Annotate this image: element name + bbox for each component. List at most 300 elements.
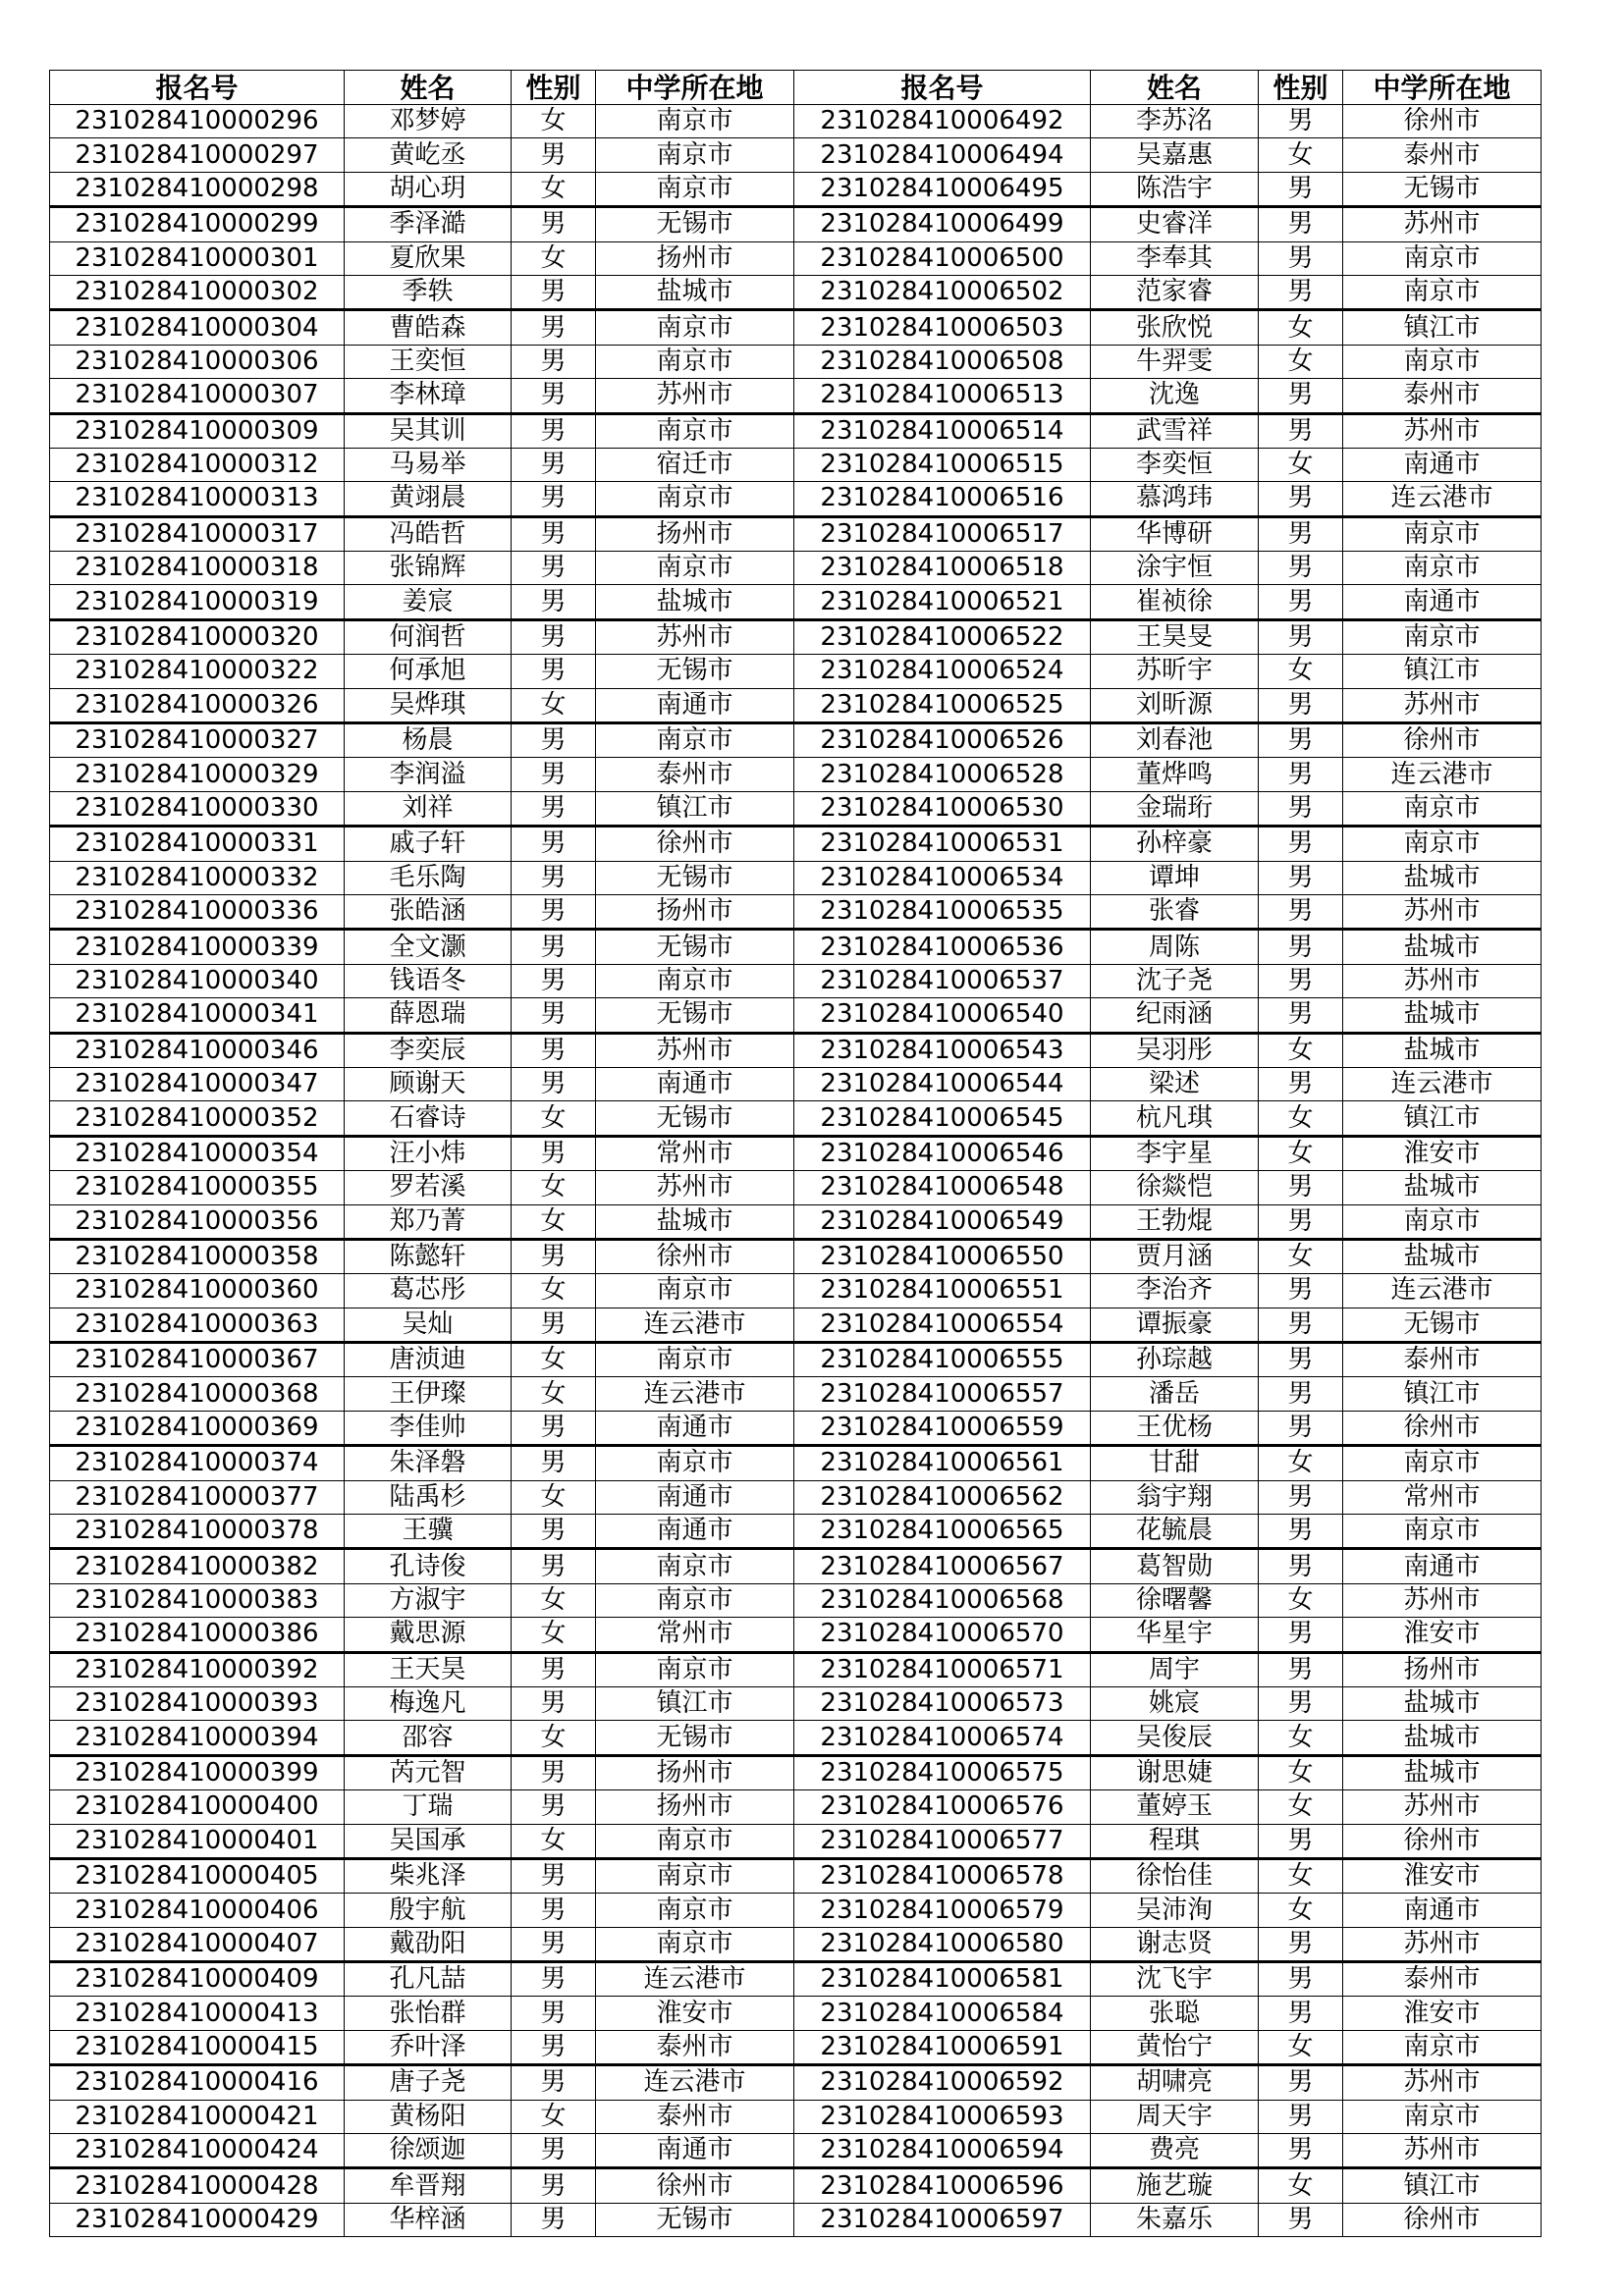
- cell-gender: 男: [1259, 1067, 1343, 1100]
- cell-name: 花毓晨: [1091, 1515, 1259, 1549]
- cell-registration-number: 231028410006522: [794, 619, 1091, 654]
- cell-gender: 女: [512, 105, 596, 138]
- cell-registration-number: 231028410006596: [794, 2168, 1091, 2203]
- cell-registration-number: 231028410000421: [50, 2100, 345, 2133]
- cell-school-location: 徐州市: [1343, 723, 1542, 758]
- cell-gender: 女: [1259, 1101, 1343, 1136]
- cell-name: 芮元智: [345, 1755, 512, 1789]
- table-row: [50, 1755, 1542, 1789]
- cell-school-location: 苏州市: [596, 1171, 794, 1204]
- cell-school-location: 盐城市: [596, 585, 794, 619]
- cell-school-location: 宿迁市: [596, 448, 794, 481]
- cell-gender: 男: [512, 861, 596, 894]
- cell-name: 吴沛洵: [1091, 1894, 1259, 1927]
- table-row: [50, 138, 1542, 172]
- cell-registration-number: 231028410006508: [794, 345, 1091, 378]
- cell-name: 程琪: [1091, 1824, 1259, 1858]
- table-row: [50, 1549, 1542, 1583]
- cell-gender: 男: [512, 791, 596, 826]
- cell-name: 王伊璨: [345, 1377, 512, 1411]
- cell-registration-number: 231028410006518: [794, 552, 1091, 585]
- cell-school-location: 无锡市: [596, 2203, 794, 2236]
- cell-gender: 男: [1259, 1515, 1343, 1549]
- cell-registration-number: 231028410000336: [50, 894, 345, 929]
- cell-name: 潘岳: [1091, 1377, 1259, 1411]
- cell-gender: 女: [512, 688, 596, 722]
- cell-registration-number: 231028410006565: [794, 1515, 1091, 1549]
- cell-gender: 女: [512, 172, 596, 206]
- cell-registration-number: 231028410006525: [794, 688, 1091, 722]
- cell-school-location: 南通市: [596, 688, 794, 722]
- table-row: [50, 413, 1542, 448]
- cell-gender: 女: [512, 1171, 596, 1204]
- cell-gender: 男: [512, 1790, 596, 1824]
- cell-gender: 男: [512, 2134, 596, 2168]
- cell-registration-number: 231028410000341: [50, 998, 345, 1033]
- cell-gender: 男: [1259, 930, 1343, 964]
- cell-name: 张欣悦: [1091, 310, 1259, 345]
- cell-registration-number: 231028410000326: [50, 688, 345, 722]
- cell-registration-number: 231028410006499: [794, 207, 1091, 241]
- cell-name: 徐颂迦: [345, 2134, 512, 2168]
- cell-registration-number: 231028410000331: [50, 827, 345, 861]
- cell-name: 石睿诗: [345, 1101, 512, 1136]
- cell-gender: 男: [1259, 552, 1343, 585]
- cell-registration-number: 231028410006554: [794, 1308, 1091, 1342]
- cell-name: 范家睿: [1091, 275, 1259, 309]
- cell-gender: 男: [512, 1755, 596, 1789]
- cell-gender: 男: [1259, 688, 1343, 722]
- cell-gender: 女: [512, 1618, 596, 1652]
- cell-school-location: 苏州市: [1343, 1790, 1542, 1824]
- cell-name: 王优杨: [1091, 1411, 1259, 1445]
- cell-school-location: 盐城市: [596, 1204, 794, 1239]
- table-row: [50, 379, 1542, 413]
- cell-gender: 男: [512, 1686, 596, 1720]
- cell-name: 董烨鸣: [1091, 758, 1259, 791]
- cell-gender: 男: [512, 379, 596, 413]
- cell-registration-number: 231028410006593: [794, 2100, 1091, 2133]
- cell-gender: 男: [512, 894, 596, 929]
- cell-registration-number: 231028410000363: [50, 1308, 345, 1342]
- cell-registration-number: 231028410000382: [50, 1549, 345, 1583]
- cell-name: 王骥: [345, 1515, 512, 1549]
- table-row: [50, 1377, 1542, 1411]
- table-row: [50, 861, 1542, 894]
- cell-school-location: 南京市: [596, 964, 794, 997]
- cell-school-location: 苏州市: [1343, 894, 1542, 929]
- table-row: [50, 310, 1542, 345]
- cell-school-location: 泰州市: [596, 758, 794, 791]
- cell-gender: 女: [1259, 138, 1343, 172]
- cell-registration-number: 231028410006561: [794, 1446, 1091, 1480]
- cell-gender: 男: [1259, 275, 1343, 309]
- cell-gender: 男: [512, 758, 596, 791]
- cell-school-location: 扬州市: [596, 241, 794, 275]
- cell-school-location: 常州市: [596, 1618, 794, 1652]
- table-row: [50, 894, 1542, 929]
- cell-name: 翁宇翔: [1091, 1480, 1259, 1514]
- cell-name: 胡心玥: [345, 172, 512, 206]
- cell-school-location: 盐城市: [596, 275, 794, 309]
- cell-name: 李润溢: [345, 758, 512, 791]
- cell-gender: 男: [512, 275, 596, 309]
- cell-registration-number: 231028410000393: [50, 1686, 345, 1720]
- cell-registration-number: 231028410006528: [794, 758, 1091, 791]
- table-row: [50, 1824, 1542, 1858]
- cell-registration-number: 231028410006567: [794, 1549, 1091, 1583]
- cell-gender: 男: [1259, 861, 1343, 894]
- cell-registration-number: 231028410000347: [50, 1067, 345, 1100]
- cell-registration-number: 231028410000299: [50, 207, 345, 241]
- cell-gender: 男: [512, 723, 596, 758]
- cell-school-location: 淮安市: [1343, 1618, 1542, 1652]
- cell-name: 吴其训: [345, 413, 512, 448]
- cell-school-location: 无锡市: [596, 930, 794, 964]
- cell-school-location: 无锡市: [596, 1721, 794, 1755]
- cell-gender: 男: [512, 619, 596, 654]
- cell-gender: 男: [1259, 723, 1343, 758]
- table-row: [50, 758, 1542, 791]
- cell-gender: 男: [512, 516, 596, 551]
- cell-school-location: 南京市: [1343, 1446, 1542, 1480]
- cell-name: 陆禹杉: [345, 1480, 512, 1514]
- cell-school-location: 镇江市: [1343, 655, 1542, 688]
- cell-gender: 男: [512, 2168, 596, 2203]
- cell-name: 周陈: [1091, 930, 1259, 964]
- cell-school-location: 连云港市: [596, 1377, 794, 1411]
- admission-list-table: [49, 70, 1542, 2237]
- cell-name: 王昊旻: [1091, 619, 1259, 654]
- cell-school-location: 南京市: [596, 1446, 794, 1480]
- cell-registration-number: 231028410006577: [794, 1824, 1091, 1858]
- cell-gender: 女: [512, 1204, 596, 1239]
- cell-school-location: 无锡市: [596, 998, 794, 1033]
- cell-name: 谢志贤: [1091, 1927, 1259, 1961]
- table-row: [50, 1033, 1542, 1067]
- cell-school-location: 扬州市: [596, 894, 794, 929]
- cell-registration-number: 231028410006578: [794, 1858, 1091, 1893]
- cell-name: 华梓涵: [345, 2203, 512, 2236]
- cell-school-location: 南通市: [1343, 1549, 1542, 1583]
- cell-school-location: 南京市: [1343, 552, 1542, 585]
- cell-name: 钱语冬: [345, 964, 512, 997]
- cell-name: 邵容: [345, 1721, 512, 1755]
- cell-name: 涂宇恒: [1091, 552, 1259, 585]
- cell-gender: 男: [1259, 379, 1343, 413]
- cell-name: 李奕辰: [345, 1033, 512, 1067]
- cell-registration-number: 231028410000367: [50, 1343, 345, 1377]
- cell-registration-number: 231028410006514: [794, 413, 1091, 448]
- table-row: [50, 105, 1542, 138]
- cell-name: 甘甜: [1091, 1446, 1259, 1480]
- cell-gender: 男: [512, 138, 596, 172]
- cell-school-location: 盐城市: [1343, 1721, 1542, 1755]
- cell-school-location: 连云港市: [1343, 1274, 1542, 1308]
- cell-gender: 男: [1259, 1274, 1343, 1308]
- cell-school-location: 盐城市: [1343, 998, 1542, 1033]
- cell-gender: 男: [512, 207, 596, 241]
- table-row: [50, 1308, 1542, 1342]
- cell-registration-number: 231028410000306: [50, 345, 345, 378]
- table-row: [50, 1411, 1542, 1445]
- cell-name: 贾月涵: [1091, 1239, 1259, 1273]
- table-row: [50, 1997, 1542, 2030]
- table-row: [50, 2065, 1542, 2100]
- cell-gender: 男: [1259, 2100, 1343, 2133]
- cell-gender: 男: [1259, 2134, 1343, 2168]
- cell-name: 戴思源: [345, 1618, 512, 1652]
- cell-name: 李林璋: [345, 379, 512, 413]
- cell-registration-number: 231028410000413: [50, 1997, 345, 2030]
- cell-gender: 女: [512, 1101, 596, 1136]
- cell-school-location: 苏州市: [1343, 688, 1542, 722]
- cell-registration-number: 231028410006584: [794, 1997, 1091, 2030]
- cell-school-location: 无锡市: [1343, 172, 1542, 206]
- cell-school-location: 淮安市: [596, 1997, 794, 2030]
- cell-registration-number: 231028410006503: [794, 310, 1091, 345]
- cell-registration-number: 231028410006540: [794, 998, 1091, 1033]
- cell-gender: 男: [1259, 172, 1343, 206]
- cell-registration-number: 231028410006581: [794, 1962, 1091, 1997]
- cell-registration-number: 231028410000313: [50, 482, 345, 516]
- cell-name: 周天宇: [1091, 2100, 1259, 2133]
- cell-gender: 女: [1259, 1858, 1343, 1893]
- cell-registration-number: 231028410006551: [794, 1274, 1091, 1308]
- cell-school-location: 南京市: [596, 1652, 794, 1686]
- cell-name: 吴嘉惠: [1091, 138, 1259, 172]
- cell-registration-number: 231028410006516: [794, 482, 1091, 516]
- cell-name: 梁述: [1091, 1067, 1259, 1100]
- cell-school-location: 泰州市: [1343, 138, 1542, 172]
- cell-name: 陈懿轩: [345, 1239, 512, 1273]
- cell-school-location: 南通市: [596, 1411, 794, 1445]
- cell-name: 陈浩宇: [1091, 172, 1259, 206]
- cell-school-location: 南京市: [596, 482, 794, 516]
- cell-registration-number: 231028410000339: [50, 930, 345, 964]
- cell-school-location: 连云港市: [596, 1962, 794, 1997]
- cell-gender: 男: [512, 998, 596, 1033]
- cell-name: 顾谢天: [345, 1067, 512, 1100]
- cell-school-location: 盐城市: [1343, 861, 1542, 894]
- cell-registration-number: 231028410006571: [794, 1652, 1091, 1686]
- cell-gender: 女: [1259, 2030, 1343, 2064]
- cell-name: 张皓涵: [345, 894, 512, 929]
- table-row: [50, 448, 1542, 481]
- cell-registration-number: 231028410006517: [794, 516, 1091, 551]
- cell-registration-number: 231028410006568: [794, 1583, 1091, 1617]
- cell-registration-number: 231028410006548: [794, 1171, 1091, 1204]
- cell-name: 姚宸: [1091, 1686, 1259, 1720]
- cell-school-location: 南通市: [1343, 448, 1542, 481]
- cell-name: 孔凡喆: [345, 1962, 512, 1997]
- cell-gender: 男: [1259, 1343, 1343, 1377]
- cell-school-location: 连云港市: [1343, 1067, 1542, 1100]
- cell-gender: 男: [1259, 1962, 1343, 1997]
- cell-name: 孙琮越: [1091, 1343, 1259, 1377]
- cell-name: 冯皓哲: [345, 516, 512, 551]
- cell-school-location: 盐城市: [1343, 930, 1542, 964]
- cell-school-location: 苏州市: [1343, 1927, 1542, 1961]
- cell-registration-number: 231028410000401: [50, 1824, 345, 1858]
- cell-gender: 男: [1259, 1377, 1343, 1411]
- header-registration-number: 报名号: [794, 71, 1091, 105]
- cell-registration-number: 231028410006536: [794, 930, 1091, 964]
- table-row: [50, 964, 1542, 997]
- cell-gender: 女: [1259, 1033, 1343, 1067]
- table-row: [50, 1171, 1542, 1204]
- cell-gender: 男: [1259, 894, 1343, 929]
- cell-gender: 男: [1259, 1549, 1343, 1583]
- cell-registration-number: 231028410006534: [794, 861, 1091, 894]
- table-row: [50, 723, 1542, 758]
- cell-name: 杭凡琪: [1091, 1101, 1259, 1136]
- cell-gender: 女: [1259, 310, 1343, 345]
- cell-gender: 男: [1259, 207, 1343, 241]
- cell-name: 毛乐陶: [345, 861, 512, 894]
- cell-gender: 男: [512, 1033, 596, 1067]
- cell-gender: 男: [512, 827, 596, 861]
- cell-gender: 女: [1259, 1894, 1343, 1927]
- cell-name: 徐燚恺: [1091, 1171, 1259, 1204]
- table-row: [50, 345, 1542, 378]
- cell-school-location: 无锡市: [596, 655, 794, 688]
- cell-registration-number: 231028410006492: [794, 105, 1091, 138]
- cell-name: 施艺璇: [1091, 2168, 1259, 2203]
- cell-name: 董婷玉: [1091, 1790, 1259, 1824]
- cell-registration-number: 231028410000354: [50, 1136, 345, 1170]
- cell-registration-number: 231028410006543: [794, 1033, 1091, 1067]
- header-gender: 性别: [1259, 71, 1343, 105]
- table-row: [50, 241, 1542, 275]
- cell-registration-number: 231028410000330: [50, 791, 345, 826]
- cell-name: 朱泽磐: [345, 1446, 512, 1480]
- cell-name: 何润哲: [345, 619, 512, 654]
- cell-name: 李佳帅: [345, 1411, 512, 1445]
- table-row: [50, 791, 1542, 826]
- cell-school-location: 苏州市: [596, 379, 794, 413]
- table-row: [50, 1721, 1542, 1755]
- cell-registration-number: 231028410006575: [794, 1755, 1091, 1789]
- table-row: [50, 1515, 1542, 1549]
- cell-gender: 男: [512, 345, 596, 378]
- cell-school-location: 无锡市: [596, 1101, 794, 1136]
- cell-name: 梅逸凡: [345, 1686, 512, 1720]
- cell-registration-number: 231028410006515: [794, 448, 1091, 481]
- cell-gender: 男: [512, 1515, 596, 1549]
- cell-registration-number: 231028410000296: [50, 105, 345, 138]
- cell-school-location: 常州市: [596, 1136, 794, 1170]
- cell-gender: 男: [512, 2203, 596, 2236]
- cell-name: 李奉其: [1091, 241, 1259, 275]
- cell-school-location: 盐城市: [1343, 1686, 1542, 1720]
- table-row: [50, 619, 1542, 654]
- cell-gender: 男: [1259, 1997, 1343, 2030]
- table-row: [50, 1927, 1542, 1961]
- cell-name: 吴烨琪: [345, 688, 512, 722]
- cell-registration-number: 231028410006555: [794, 1343, 1091, 1377]
- cell-registration-number: 231028410000360: [50, 1274, 345, 1308]
- cell-name: 吴国承: [345, 1824, 512, 1858]
- cell-registration-number: 231028410006576: [794, 1790, 1091, 1824]
- cell-registration-number: 231028410000301: [50, 241, 345, 275]
- cell-gender: 女: [1259, 448, 1343, 481]
- cell-school-location: 徐州市: [596, 827, 794, 861]
- table-row: [50, 2134, 1542, 2168]
- cell-name: 丁瑞: [345, 1790, 512, 1824]
- cell-school-location: 镇江市: [1343, 310, 1542, 345]
- cell-gender: 男: [1259, 1480, 1343, 1514]
- table-row: [50, 1204, 1542, 1239]
- cell-school-location: 泰州市: [596, 2100, 794, 2133]
- cell-name: 薛恩瑞: [345, 998, 512, 1033]
- cell-school-location: 苏州市: [1343, 2065, 1542, 2100]
- cell-registration-number: 231028410000329: [50, 758, 345, 791]
- cell-registration-number: 231028410000374: [50, 1446, 345, 1480]
- cell-school-location: 南京市: [1343, 1515, 1542, 1549]
- cell-school-location: 连云港市: [596, 1308, 794, 1342]
- cell-registration-number: 231028410006524: [794, 655, 1091, 688]
- cell-school-location: 苏州市: [596, 1033, 794, 1067]
- cell-registration-number: 231028410006594: [794, 2134, 1091, 2168]
- cell-name: 唐浈迪: [345, 1343, 512, 1377]
- header-school-location: 中学所在地: [596, 71, 794, 105]
- cell-school-location: 南京市: [596, 1858, 794, 1893]
- cell-registration-number: 231028410006579: [794, 1894, 1091, 1927]
- cell-name: 谢思婕: [1091, 1755, 1259, 1789]
- table-row: [50, 827, 1542, 861]
- cell-school-location: 南京市: [596, 105, 794, 138]
- cell-gender: 男: [512, 1962, 596, 1997]
- cell-school-location: 徐州市: [1343, 2203, 1542, 2236]
- cell-name: 葛智勋: [1091, 1549, 1259, 1583]
- cell-school-location: 南京市: [1343, 791, 1542, 826]
- cell-registration-number: 231028410006500: [794, 241, 1091, 275]
- cell-registration-number: 231028410006559: [794, 1411, 1091, 1445]
- cell-name: 崔祯徐: [1091, 585, 1259, 619]
- cell-registration-number: 231028410000312: [50, 448, 345, 481]
- table-row: [50, 688, 1542, 722]
- cell-registration-number: 231028410000346: [50, 1033, 345, 1067]
- cell-gender: 男: [512, 310, 596, 345]
- cell-school-location: 扬州市: [596, 1755, 794, 1789]
- cell-registration-number: 231028410000368: [50, 1377, 345, 1411]
- cell-school-location: 南京市: [596, 345, 794, 378]
- cell-name: 沈飞宇: [1091, 1962, 1259, 1997]
- cell-school-location: 南通市: [1343, 1894, 1542, 1927]
- cell-name: 李苏洺: [1091, 105, 1259, 138]
- cell-school-location: 南京市: [1343, 2030, 1542, 2064]
- header-gender: 性别: [512, 71, 596, 105]
- cell-school-location: 扬州市: [1343, 1652, 1542, 1686]
- table-row: [50, 1136, 1542, 1170]
- cell-gender: 女: [512, 1721, 596, 1755]
- cell-gender: 女: [1259, 2168, 1343, 2203]
- cell-registration-number: 231028410000415: [50, 2030, 345, 2064]
- cell-school-location: 南通市: [596, 1515, 794, 1549]
- cell-school-location: 南京市: [596, 138, 794, 172]
- cell-school-location: 南京市: [1343, 516, 1542, 551]
- cell-school-location: 南京市: [1343, 619, 1542, 654]
- cell-school-location: 徐州市: [1343, 1824, 1542, 1858]
- cell-school-location: 盐城市: [1343, 1033, 1542, 1067]
- cell-name: 张睿: [1091, 894, 1259, 929]
- cell-name: 曹皓森: [345, 310, 512, 345]
- cell-school-location: 扬州市: [596, 1790, 794, 1824]
- cell-name: 牛羿雯: [1091, 345, 1259, 378]
- cell-gender: 男: [512, 655, 596, 688]
- cell-gender: 男: [1259, 998, 1343, 1033]
